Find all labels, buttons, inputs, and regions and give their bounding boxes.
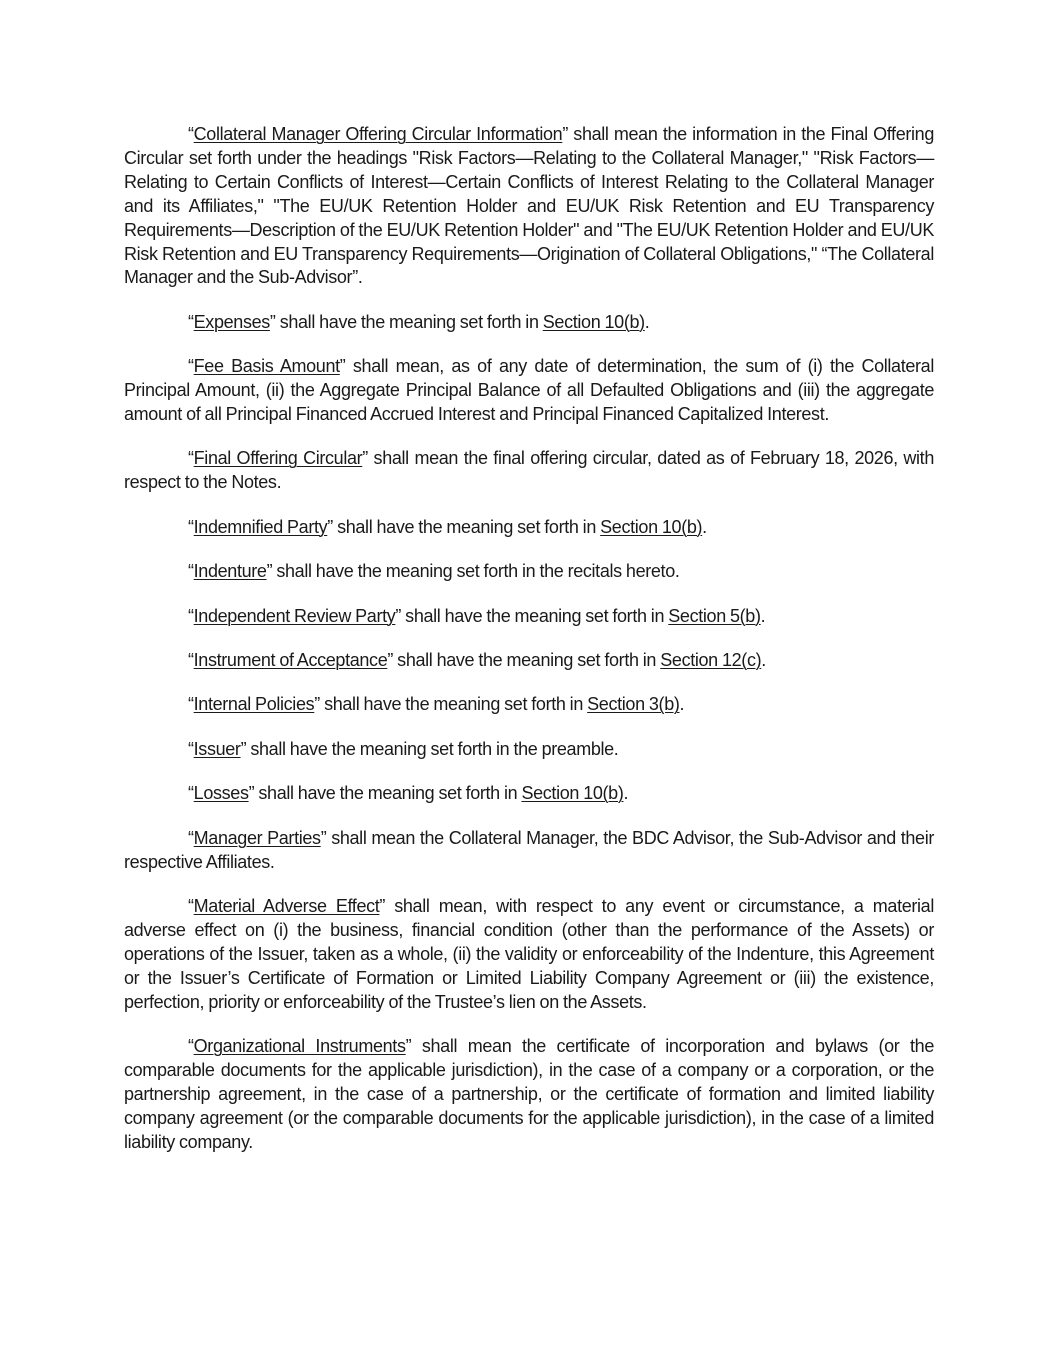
open-quote: “ [188,738,194,759]
open-quote: “ [188,356,194,377]
open-quote: “ [188,311,194,332]
definition-independent-review-party [124,605,934,629]
section-reference-link[interactable]: Section 10(b) [600,516,703,537]
defined-term: Independent Review Party [193,605,396,626]
definition-indenture [124,560,934,584]
defined-term: Indemnified Party [193,516,328,537]
definition-text: ” shall mean the information in the Final Offering Circular set forth under the headings "Risk Factors—Relating to the Collateral Manager," "Risk Factors—Relating to Certain Conflicts of Interest—Certain Conflicts of Interest Relating to the Collateral Manager and its Affiliates," "The EU/UK Retention Holder and EU/UK Risk Retention and EU Transparency Requirements—Description of the EU/UK Retention Holder" and "The EU/UK Retention Holder and EU/UK Risk Retention and EU Transparency Requirements—Origination of Collateral Obligations," “The Collateral Manager and the Sub-Advisor”. [124,124,934,288]
defined-term: Collateral Manager Offering Circular Information [193,124,563,144]
definition-text: ” shall mean the final offering circular, dated as of February 18, 2026, with respect to the Notes. [124,448,934,493]
open-quote: “ [188,827,194,848]
definition-text-end: . [761,650,766,670]
definition-text-end: . [644,311,650,332]
open-quote: “ [188,448,194,469]
open-quote: “ [188,895,194,916]
definition-text-end: . [702,516,707,537]
definition-text: ” shall mean, with respect to any event or circumstance, a material adverse effect on (i) the business, financial condition (other than the performance of the Assets) or operations of the Issuer, taken as a whole, (ii) the validity or enforceability of the Indenture, this Agreement or the Issuer’s Certificate of Formation or Limited Liability Company Agreement or (iii) the existence, perfection, priority or enforceability of the Trustee’s lien on the Assets. [124,895,934,1012]
definition-text: ” shall mean the certificate of incorporation and bylaws (or the comparable documents for the applicable jurisdiction), in the case of a company or a corporation, or the partnership agreement, in the case of a partnership, or the certificate of formation and limited liability company agreement (or the comparable documents for the applicable jurisdiction), in the case of a limited liability company. [124,1035,934,1152]
definition-material-adverse-effect [124,895,934,1015]
definition-text: ” shall have the meaning set forth in [314,694,588,715]
definition-text: ” shall mean the Collateral Manager, the BDC Advisor, the Sub-Advisor and their respective Affiliates. [124,827,934,872]
defined-term: Material Adverse Effect [193,895,380,916]
definition-text-end: . [760,605,766,626]
section-reference-link[interactable]: Section 10(b) [521,783,624,804]
defined-term: Instrument of Acceptance [193,650,388,670]
definition-text: ” shall have the meaning set forth in [248,783,522,804]
definition-text-end: . [623,783,629,804]
definition-fee-basis-amount [124,355,934,427]
defined-term: Losses [193,783,249,804]
open-quote: “ [188,124,194,144]
open-quote: “ [188,1035,194,1056]
definition-manager-parties [124,827,934,875]
definition-text: ” shall mean, as of any date of determination, the sum of (i) the Collateral Principal Amount, (ii) the Aggregate Principal Balance of all Defaulted Obligations and (iii) the aggregate amount of all Principal Financed Accrued Interest and Principal Financed Capitalized Interest. [124,356,934,425]
definition-instrument-of-acceptance [124,649,934,673]
definition-collateral-manager-offering-circular-information [124,123,934,290]
definition-issuer [124,738,934,762]
open-quote: “ [188,694,194,715]
defined-term: Issuer [193,738,241,759]
section-reference-link[interactable]: Section 12(c) [660,650,762,670]
section-reference-link[interactable]: Section 5(b) [668,605,761,626]
section-reference-link[interactable]: Section 10(b) [542,311,645,332]
open-quote: “ [188,605,194,626]
definition-text: ” shall have the meaning set forth in [387,650,661,670]
definition-expenses [124,311,934,335]
definition-text: ” shall have the meaning set forth in the preamble. [240,738,619,759]
open-quote: “ [188,650,194,670]
open-quote: “ [188,783,194,804]
definition-text: ” shall have the meaning set forth in [395,605,669,626]
definition-indemnified-party [124,516,934,540]
definition-text-end: . [679,694,685,715]
defined-term: Expenses [193,311,270,332]
definition-organizational-instruments [124,1035,934,1155]
defined-term: Indenture [193,561,267,582]
definition-text: ” shall have the meaning set forth in [269,311,543,332]
definition-losses [124,782,934,806]
open-quote: “ [188,516,194,537]
definition-final-offering-circular [124,447,934,495]
defined-term: Organizational Instruments [193,1035,406,1056]
document-page [124,123,934,1175]
definition-text: ” shall have the meaning set forth in [327,516,601,537]
defined-term: Final Offering Circular [193,448,363,469]
open-quote: “ [188,561,194,582]
section-reference-link[interactable]: Section 3(b) [587,694,680,715]
defined-term: Internal Policies [193,694,315,715]
definition-internal-policies [124,693,934,717]
defined-term: Fee Basis Amount [193,356,340,377]
definition-text: ” shall have the meaning set forth in the recitals hereto. [266,561,680,582]
defined-term: Manager Parties [193,827,321,848]
